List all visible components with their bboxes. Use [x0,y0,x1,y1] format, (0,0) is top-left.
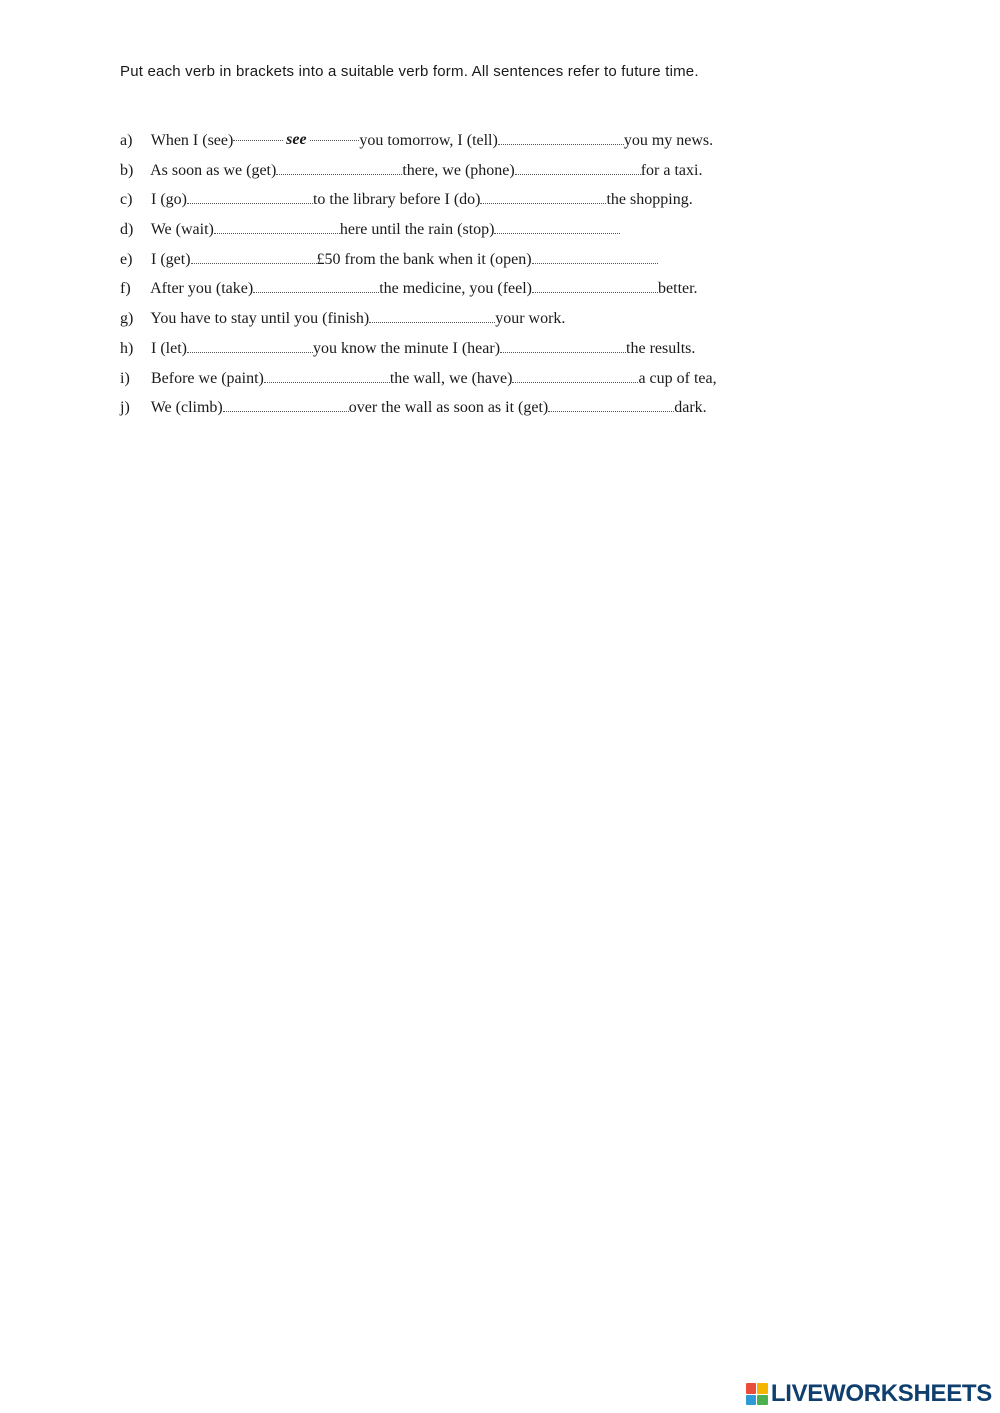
item-letter: b) [120,161,134,179]
answer-blank[interactable] [532,249,658,264]
sentence-part: a cup of tea, [638,369,717,387]
sentence-part: there, we (phone) [402,161,515,179]
sentence-part: We (climb) [150,399,223,417]
sentence-part: £50 from the bank when it (open) [316,250,532,268]
exercise-item-c [120,185,820,215]
answer-blank[interactable] [480,189,606,204]
sentence-part: dark. [674,399,707,417]
item-letter: i) [120,369,130,387]
exercise-item-d [120,215,820,245]
sentence-part: We (wait) [150,221,214,239]
exercise-item-f [120,274,820,304]
answer-blank[interactable] [233,126,359,148]
item-letter: j) [120,399,130,417]
answer-blank[interactable] [187,189,313,204]
answer-blank[interactable] [264,368,390,383]
answer-blank[interactable] [498,130,624,145]
sentence-part: you my news. [623,132,714,149]
sentence-part: here until the rain (stop) [339,221,495,239]
sentence-part: As soon as we (get) [150,161,277,179]
sentence-part: the results. [626,339,696,357]
answer-blank[interactable] [223,397,349,412]
exercise-item-i [120,364,820,394]
exercise-item-e [120,245,820,275]
answer-blank[interactable] [191,249,317,264]
item-letter: f) [120,280,131,298]
liveworksheets-wordmark: LIVEWORKSHEETS [770,1380,992,1407]
item-letter: g) [120,310,134,328]
logo-square-blue [746,1395,757,1406]
sentence-part: to the library before I (do) [312,191,481,209]
logo-square-yellow [757,1383,768,1394]
answer-blank[interactable] [253,278,379,293]
sentence-part: When I (see) [150,132,234,149]
exercise-item-g [120,304,820,334]
sentence-part: over the wall as soon as it (get) [348,399,549,417]
answer-blank[interactable] [187,338,313,353]
answer-text: see [286,131,307,148]
answer-blank[interactable] [369,308,495,323]
sentence-part: you tomorrow, I (tell) [359,132,498,149]
sentence-part: You have to stay until you (finish) [150,310,370,328]
sentence-part: your work. [495,310,566,328]
sentence-part: Before we (paint) [151,369,264,387]
liveworksheets-logo-icon [746,1383,768,1405]
liveworksheets-brand[interactable] [746,1381,992,1407]
sentence-part: you know the minute I (hear) [312,339,501,357]
sentence-part: I (go) [151,191,187,209]
answer-blank[interactable] [532,278,658,293]
sentence-part: I (let) [151,339,187,357]
exercise-item-j [120,393,820,423]
exercise-list [120,126,820,423]
answer-blank[interactable] [500,338,626,353]
sentence-part: the wall, we (have) [389,369,513,387]
answer-blank[interactable] [512,368,638,383]
answer-blank[interactable] [276,160,402,175]
item-letter: d) [120,221,134,239]
sentence-part: the shopping. [606,191,693,209]
answer-blank[interactable] [515,160,641,175]
logo-square-green [757,1395,768,1406]
sentence-part: I (get) [151,250,191,268]
exercise-item-a [120,126,820,156]
exercise-item-h [120,334,820,364]
answer-blank[interactable] [214,219,340,234]
item-letter: e) [120,250,133,268]
item-letter: a) [120,132,133,149]
exercise-item-b [120,156,820,186]
sentence-part: for a taxi. [640,161,703,179]
logo-square-red [746,1383,757,1394]
item-letter: h) [120,339,134,357]
answer-blank[interactable] [548,397,674,412]
sentence-part: After you (take) [150,280,254,298]
instructions-text: Put each verb in brackets into a suitable verb form. All sentences refer to future time. [120,63,699,80]
sentence-part: better. [658,280,698,298]
item-letter: c) [120,191,133,209]
answer-blank[interactable] [494,219,620,234]
sentence-part: the medicine, you (feel) [379,280,533,298]
